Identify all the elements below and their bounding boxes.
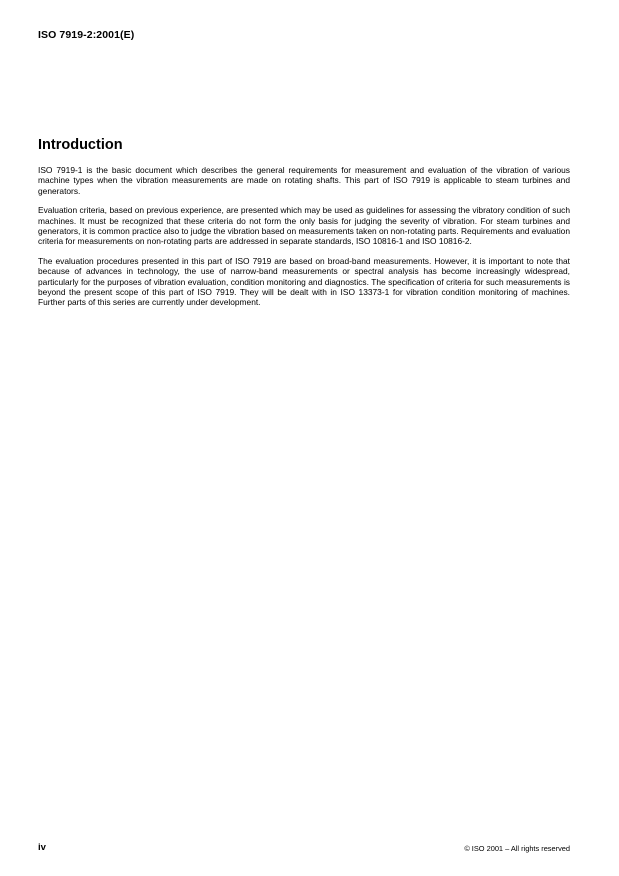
copyright-notice: © ISO 2001 – All rights reserved [464,844,570,853]
page-number: iv [38,842,46,853]
section-title: Introduction [38,137,123,153]
section-body [38,165,570,317]
paragraph: ISO 7919-1 is the basic document which describes the general requirements for measurement and evaluation of the vibration of various machine types when the vibration measurements are made on rotating shafts. This part of ISO 7919 is applicable to steam turbines and generators. [38,165,570,196]
document-identifier: ISO 7919-2:2001(E) [38,29,135,41]
paragraph: Evaluation criteria, based on previous experience, are presented which may be used as guidelines for assessing the vibratory condition of such machines. It must be recognized that these criteria do not form the only basis for judging the severity of vibration. For steam turbines and generators, it is common practice also to judge the vibration based on measurements taken on non-rotating parts. Requirements and evaluation criteria for measurements on non-rotating parts are addressed in separate standards, ISO 10816-1 and ISO 10816-2. [38,205,570,247]
paragraph: The evaluation procedures presented in this part of ISO 7919 are based on broad-band measurements. However, it is important to note that because of advances in technology, the use of narrow-band measurements or spectral analysis has become increasingly widespread, particularly for the purposes of vibration evaluation, condition monitoring and diagnostics. The specification of criteria for such measurements is beyond the present scope of this part of ISO 7919. They will be dealt with in ISO 13373-1 for vibration condition monitoring of machines. Further parts of this series are currently under development. [38,256,570,308]
